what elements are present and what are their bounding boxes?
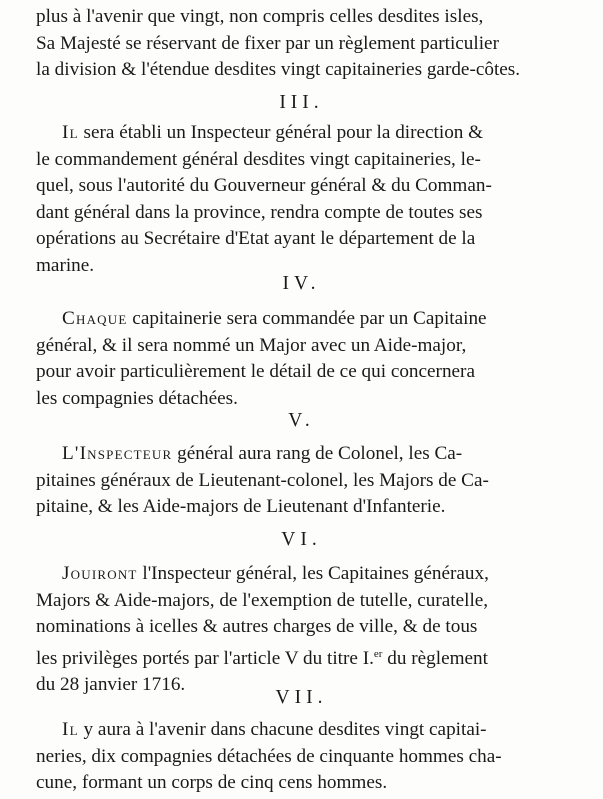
text-line: pitaines généraux de Lieutenant-colonel, les Majors de Ca- [36, 469, 489, 491]
text-line: les compagnies détachées. [36, 387, 238, 409]
text-line: du 28 janvier 1716. [36, 674, 186, 696]
text-line: pitaine, & les Aide-majors de Lieutenant d'Infanterie. [36, 496, 446, 518]
text-line: la division & l'étendue desdites vingt capitaineries garde-côtes. [36, 59, 521, 81]
text-line: le commandement général desdites vingt capitaineries, le- [36, 148, 481, 170]
paragraph-article-iv [36, 306, 578, 412]
text-line: L'Inspecteur général aura rang de Colonel, les Ca- [62, 443, 463, 464]
text-line: quel, sous l'autorité du Gouverneur général & du Comman- [36, 175, 492, 197]
article-heading-vii: VII. [275, 687, 328, 708]
paragraph-article-iii [36, 120, 578, 280]
article-heading-vi: VI. [281, 529, 322, 550]
text-line: Chaque capitainerie sera commandée par un Capitaine [62, 308, 487, 329]
text-line: neries, dix compagnies détachées de cinquante hommes cha- [36, 745, 502, 767]
lead-word: Il [62, 122, 79, 143]
text-line: marine. [36, 254, 95, 276]
text-line: Jouiront l'Inspecteur général, les Capitaines généraux, [62, 563, 489, 584]
article-heading-iv: IV. [282, 273, 321, 294]
paragraph-article-v [36, 441, 578, 521]
lead-word: Il [62, 719, 79, 740]
text-line: Majors & Aide-majors, de l'exemption de tutelle, curatelle, [36, 589, 489, 611]
lead-word: L'Inspecteur [62, 443, 173, 464]
text-line: général, & il sera nommé un Major avec un Aide-major, [36, 334, 467, 356]
text-line: Il sera établi un Inspecteur général pour la direction & [62, 122, 484, 143]
paragraph-article-vii [36, 717, 578, 797]
text-line: Il y aura à l'avenir dans chacune desdites vingt capitai- [62, 719, 487, 740]
text-line: cune, formant un corps de cinq cens hommes. [36, 772, 388, 794]
text-line: opérations au Secrétaire d'Etat ayant le département de la [36, 228, 476, 250]
article-heading-v: V. [288, 410, 315, 431]
text-line: Sa Majesté se réservant de fixer par un règlement particulier [36, 32, 499, 54]
article-heading-iii: III. [279, 92, 324, 113]
paragraph-article-vi [36, 561, 578, 699]
text-line: plus à l'avenir que vingt, non compris celles desdites isles, [36, 6, 484, 27]
lead-word: Jouiront [62, 563, 138, 584]
text-line: dant général dans la province, rendra compte de toutes ses [36, 201, 483, 223]
paragraph-continuation [36, 4, 578, 84]
superscript: er [373, 647, 383, 660]
text-line: les privilèges portés par l'article V du titre I.$^{er}$ du règlement [36, 647, 488, 669]
text-line: pour avoir particulièrement le détail de ce qui concernera [36, 361, 475, 383]
lead-word: Chaque [62, 308, 128, 329]
text-line: nominations à icelles & autres charges de ville, & de tous [36, 616, 478, 638]
